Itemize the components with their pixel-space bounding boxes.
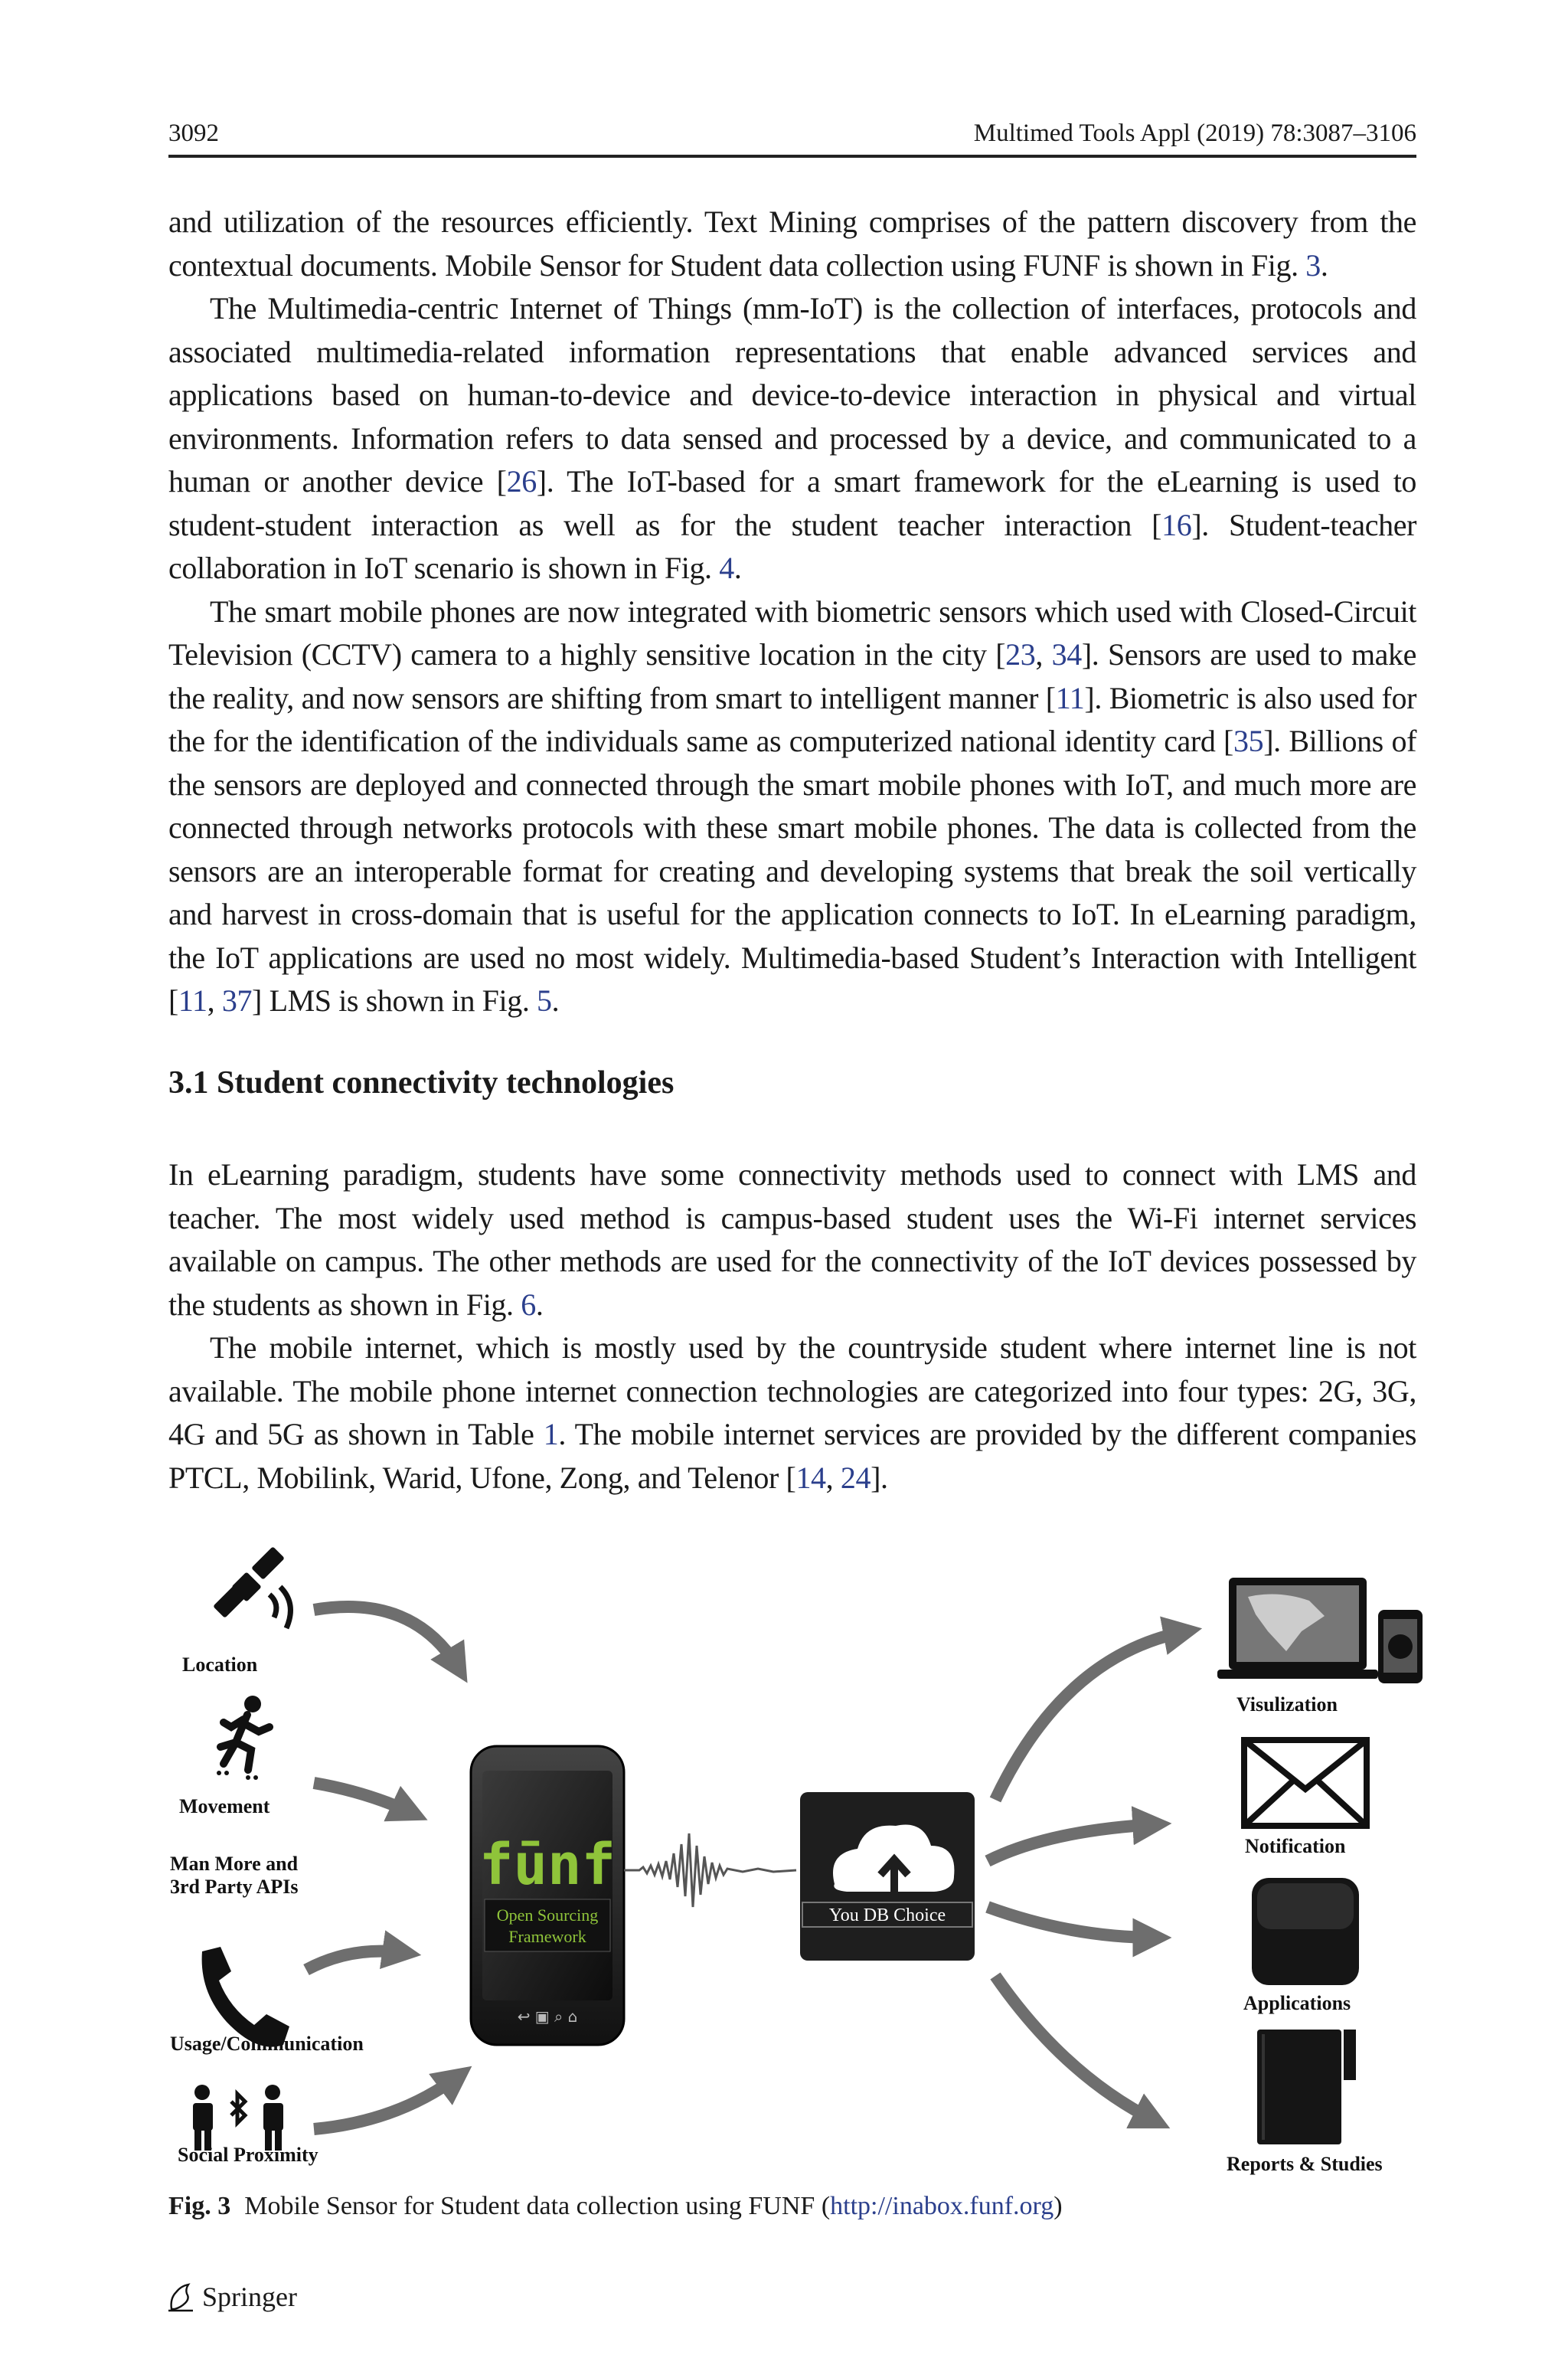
app-tile-icon — [1252, 1878, 1359, 1985]
citation-link[interactable]: 34 — [1051, 637, 1082, 672]
caption-text: Mobile Sensor for Student data collection using FUNF ( — [244, 2192, 831, 2220]
publisher-name: Springer — [202, 2282, 297, 2312]
page-number: 3092 — [168, 119, 219, 147]
text-run: . — [535, 1287, 544, 1322]
funf-logo: fūnf — [479, 1832, 616, 1898]
phone-caption-line1: Open Sourcing — [496, 1905, 599, 1925]
paragraph — [168, 1153, 1416, 1326]
citation-link[interactable]: 3 — [1305, 247, 1321, 283]
section-title: 3.1 Student connectivity technologies — [168, 1065, 675, 1101]
text-run: , — [825, 1460, 841, 1495]
caption-figure-number: Fig. 3 — [168, 2192, 231, 2220]
citation-link[interactable]: 16 — [1161, 507, 1192, 542]
text-run: . — [733, 551, 742, 585]
text-run: ] LMS is shown in Fig. — [252, 983, 537, 1018]
label-social: Social Proximity — [178, 2144, 318, 2166]
cloud-label: You DB Choice — [828, 1905, 946, 1925]
label-reports: Reports & Studies — [1227, 2153, 1383, 2175]
paragraph — [168, 590, 1416, 1023]
funf-phone — [471, 1746, 624, 2045]
text-run: In eLearning paradigm, students have some connectivity methods used to connect with LMS and teacher. The most widely used method is campus-based student uses the Wi-Fi internet services available on campus. The other methods are used for the connectivity of the IoT devices possessed by the students as shown in Fig. — [168, 1157, 1416, 1322]
springer-horse-icon — [167, 2282, 194, 2312]
laptop-tablet-icon — [1217, 1578, 1423, 1683]
citation-link[interactable]: 24 — [840, 1460, 871, 1495]
figure-caption — [168, 2192, 1063, 2221]
body-text-section — [168, 1153, 1416, 1500]
label-apis-line2: 3rd Party APIs — [170, 1876, 299, 1898]
label-location: Location — [182, 1653, 258, 1676]
label-movement: Movement — [179, 1795, 270, 1817]
citation-link[interactable]: 5 — [537, 983, 552, 1018]
running-header — [168, 115, 1416, 158]
citation-link[interactable]: 23 — [1005, 637, 1036, 672]
text-run: ]. — [871, 1460, 888, 1495]
citation-link[interactable]: 35 — [1233, 724, 1264, 758]
phone-nav-icons: ↩ ▣ ⌕ ⌂ — [517, 2007, 578, 2026]
text-run: The smart mobile phones are now integrated with biometric sensors which used with Closed-Circuit Television (CCTV) camera to a highly sensitive location in the city [ — [168, 594, 1416, 672]
paragraph — [168, 201, 1416, 287]
label-apis-line1: Man More and — [170, 1853, 299, 1875]
paragraph — [168, 287, 1416, 590]
body-text-top — [168, 201, 1416, 1023]
journal-citation: Multimed Tools Appl (2019) 78:3087–3106 — [973, 119, 1416, 147]
citation-link[interactable]: 11 — [178, 983, 207, 1018]
citation-link[interactable]: 37 — [221, 983, 253, 1018]
citation-link[interactable]: 4 — [719, 551, 734, 585]
label-applications: Applications — [1243, 1992, 1351, 2014]
paragraph — [168, 1326, 1416, 1500]
caption-link[interactable]: http://inabox.funf.org — [830, 2192, 1054, 2220]
satellite-icon — [213, 1546, 290, 1628]
label-usage: Usage/Communication — [170, 2033, 364, 2055]
text-run: The mobile internet, which is mostly used by the countryside student where internet line is not available. The mobile phone internet connection technologies are categorized into four types: 2G, 3G, 4G and 5G as shown in Table — [168, 1330, 1416, 1451]
social-proximity-icon — [193, 2085, 283, 2151]
envelope-icon — [1244, 1740, 1367, 1826]
text-run: . — [551, 983, 560, 1018]
reports-book-icon — [1257, 2030, 1356, 2144]
text-run: ]. The IoT-based for a smart framework for the eLearning is used to student-student interaction as well as for the student teacher interaction [ — [168, 464, 1417, 542]
signal-waveform — [624, 1833, 796, 1907]
funf-diagram — [161, 1539, 1432, 2190]
citation-link[interactable]: 6 — [521, 1287, 536, 1322]
text-run: ]. Sensors are used to make the reality, and now sensors are shifting from smart to intelligent manner [ — [168, 637, 1416, 715]
citation-link[interactable]: 14 — [795, 1460, 826, 1495]
label-visualization: Visulization — [1236, 1693, 1338, 1716]
text-run: . The mobile internet services are provided by the different companies PTCL, Mobilink, Warid, Ufone, Zong, and Telenor [ — [168, 1417, 1416, 1495]
text-run: ]. Biometric is also used for the for the identification of the individuals same as computerized national identity card [ — [168, 680, 1416, 758]
citation-link[interactable]: 11 — [1055, 680, 1085, 715]
citation-link[interactable]: 26 — [506, 464, 537, 499]
citation-link[interactable]: 1 — [543, 1417, 559, 1451]
text-run: , — [1035, 637, 1052, 672]
text-run: and utilization of the resources efficiently. Text Mining comprises of the pattern discovery from the contextual documents. Mobile Sensor for Student data collection using FUNF is shown in Fig. — [168, 204, 1416, 283]
publisher-footer — [167, 2281, 297, 2313]
text-run: , — [207, 983, 222, 1018]
label-notification: Notification — [1245, 1835, 1346, 1857]
text-run: . — [1320, 247, 1328, 283]
text-run: The Multimedia-centric Internet of Things (mm-IoT) is the collection of interfaces, protocols and associated multimedia-related information representations that enable advanced services and applications based on human-to-device and device-to-device interaction in physical and virtual environments. Information refers to data sensed and processed by a device, and communicated to a human or another device [ — [168, 291, 1416, 499]
text-run: ]. Student-teacher collaboration in IoT scenario is shown in Fig. — [168, 507, 1416, 585]
text-run: ]. Billions of the sensors are deployed and connected through the smart mobile phones with IoT, and much more are connected through networks protocols with these smart mobile phones. The data is collected from the sensors are an interoperable format for creating and developing systems that break the soil vertically and harvest in cross-domain that is useful for the application connects to IoT. In eLearning paradigm, the IoT applications are used no most widely. Multimedia-based Student’s Interaction with Intelligent [ — [168, 724, 1416, 1018]
figure-3 — [161, 1539, 1432, 2190]
running-person-icon — [217, 1696, 270, 1780]
phone-caption-line2: Framework — [508, 1927, 586, 1946]
cloud-database — [800, 1792, 975, 1961]
caption-end: ) — [1054, 2192, 1063, 2220]
output-arrows — [988, 1631, 1187, 2121]
